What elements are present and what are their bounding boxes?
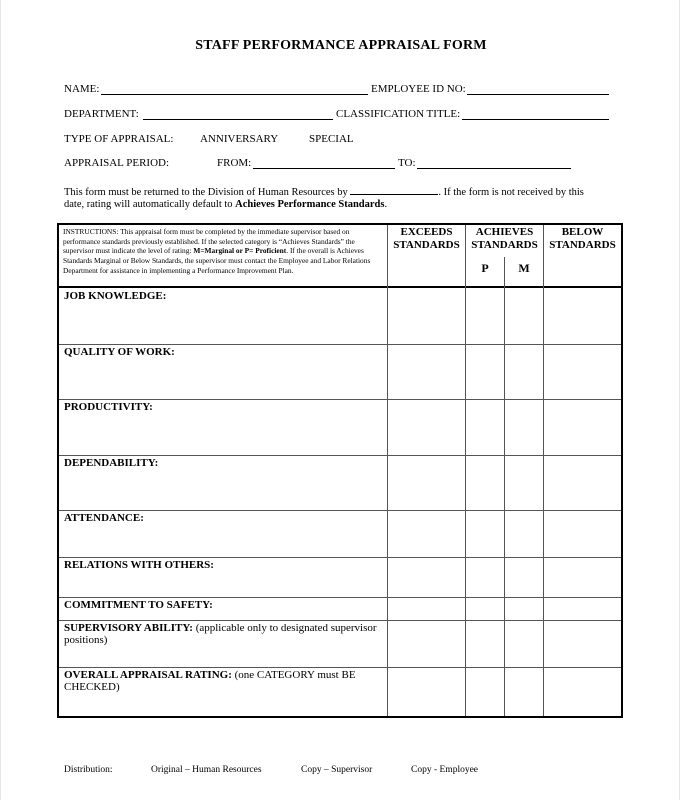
overall-rating-label: OVERALL APPRAISAL RATING:: [64, 669, 232, 681]
row-line-1: [59, 344, 621, 345]
row-overall-rating: [64, 669, 384, 693]
notice-text-2a: date, rating will automatically default to: [64, 199, 233, 210]
classification-title-label: CLASSIFICATION TITLE:: [336, 108, 461, 120]
distribution-original: Original – Human Resources: [151, 765, 262, 775]
default-rating-text: Achieves Performance Standards: [235, 199, 385, 210]
row-line-7: [59, 620, 621, 621]
row-supervisory-ability: [64, 622, 384, 646]
instructions-rating-levels: M=Marginal or P= Proficient: [193, 246, 287, 256]
notice-line-2: [64, 198, 387, 211]
row-job-knowledge: JOB KNOWLEDGE:: [64, 290, 167, 302]
col-header-exceeds: EXCEEDS STANDARDS: [393, 226, 460, 251]
col-header-achieves: ACHIEVES STANDARDS: [471, 226, 538, 251]
from-date-field[interactable]: [253, 168, 395, 169]
from-label: FROM:: [217, 157, 252, 169]
row-line-3: [59, 455, 621, 456]
row-line-8: [59, 667, 621, 668]
notice-text-1a: This form must be returned to the Division of Human Resources by: [64, 187, 348, 198]
notice-text-2c: .: [384, 199, 388, 210]
instructions-part-1: INSTRUCTIONS: This appraisal form must be completed by the immediate supervisor based on performance standards previously established. If the selected category is “Achieves Standards” the supervisor must indicate the level of rating:: [63, 227, 355, 256]
name-field[interactable]: [101, 94, 368, 95]
instructions-text: [63, 227, 383, 276]
col-divider-2: [465, 225, 466, 716]
row-line-6: [59, 597, 621, 598]
row-line-4: [59, 510, 621, 511]
col-divider-pm: [504, 257, 505, 716]
type-of-appraisal-label: TYPE OF APPRAISAL:: [64, 133, 174, 145]
supervisory-ability-note: (applicable only to designated supervisor positions): [64, 622, 377, 646]
notice-text-1b: . If the form is not received by this: [438, 187, 584, 198]
department-label: DEPARTMENT:: [64, 108, 139, 120]
distribution-copy-supervisor: Copy – Supervisor: [301, 765, 373, 775]
sub-header-proficient: P: [481, 261, 489, 275]
row-line-5: [59, 557, 621, 558]
distribution-label: Distribution:: [64, 765, 113, 775]
distribution-copy-employee: Copy - Employee: [411, 765, 479, 775]
anniversary-option[interactable]: ANNIVERSARY: [200, 133, 279, 145]
name-label: NAME:: [64, 83, 100, 95]
row-quality-of-work: QUALITY OF WORK:: [64, 346, 175, 358]
col-header-below: BELOW STANDARDS: [549, 226, 616, 251]
notice-line-1: [64, 185, 584, 199]
col-divider-3: [543, 225, 544, 716]
classification-title-field[interactable]: [462, 119, 609, 120]
employee-id-label: EMPLOYEE ID NO:: [371, 83, 466, 95]
row-line-2: [59, 399, 621, 400]
sub-header-marginal: M: [518, 261, 530, 275]
row-commitment-to-safety: COMMITMENT TO SAFETY:: [64, 599, 213, 611]
row-attendance: ATTENDANCE:: [64, 512, 144, 524]
instructions-part-3: . If the overall is Achieves Standards Marginal or Below Standards, the supervisor must contact the Employee and Labor Relations Department for assistance in implementing a Performance Improvement Plan.: [63, 246, 371, 275]
form-title: STAFF PERFORMANCE APPRAISAL FORM: [195, 38, 487, 53]
department-field[interactable]: [143, 119, 333, 120]
return-date-field[interactable]: [350, 185, 438, 195]
employee-id-field[interactable]: [467, 94, 609, 95]
appraisal-period-label: APPRAISAL PERIOD:: [64, 157, 170, 169]
row-productivity: PRODUCTIVITY:: [64, 401, 153, 413]
supervisory-ability-label: SUPERVISORY ABILITY:: [64, 622, 193, 634]
to-date-field[interactable]: [417, 168, 571, 169]
header-divider: [59, 286, 621, 288]
row-relations-with-others: RELATIONS WITH OTHERS:: [64, 559, 214, 571]
to-label: TO:: [398, 157, 416, 169]
row-dependability: DEPENDABILITY:: [64, 457, 159, 469]
col-divider-1: [387, 225, 388, 716]
special-option[interactable]: SPECIAL: [309, 133, 354, 145]
overall-rating-note: (one CATEGORY must BE CHECKED): [64, 669, 356, 693]
